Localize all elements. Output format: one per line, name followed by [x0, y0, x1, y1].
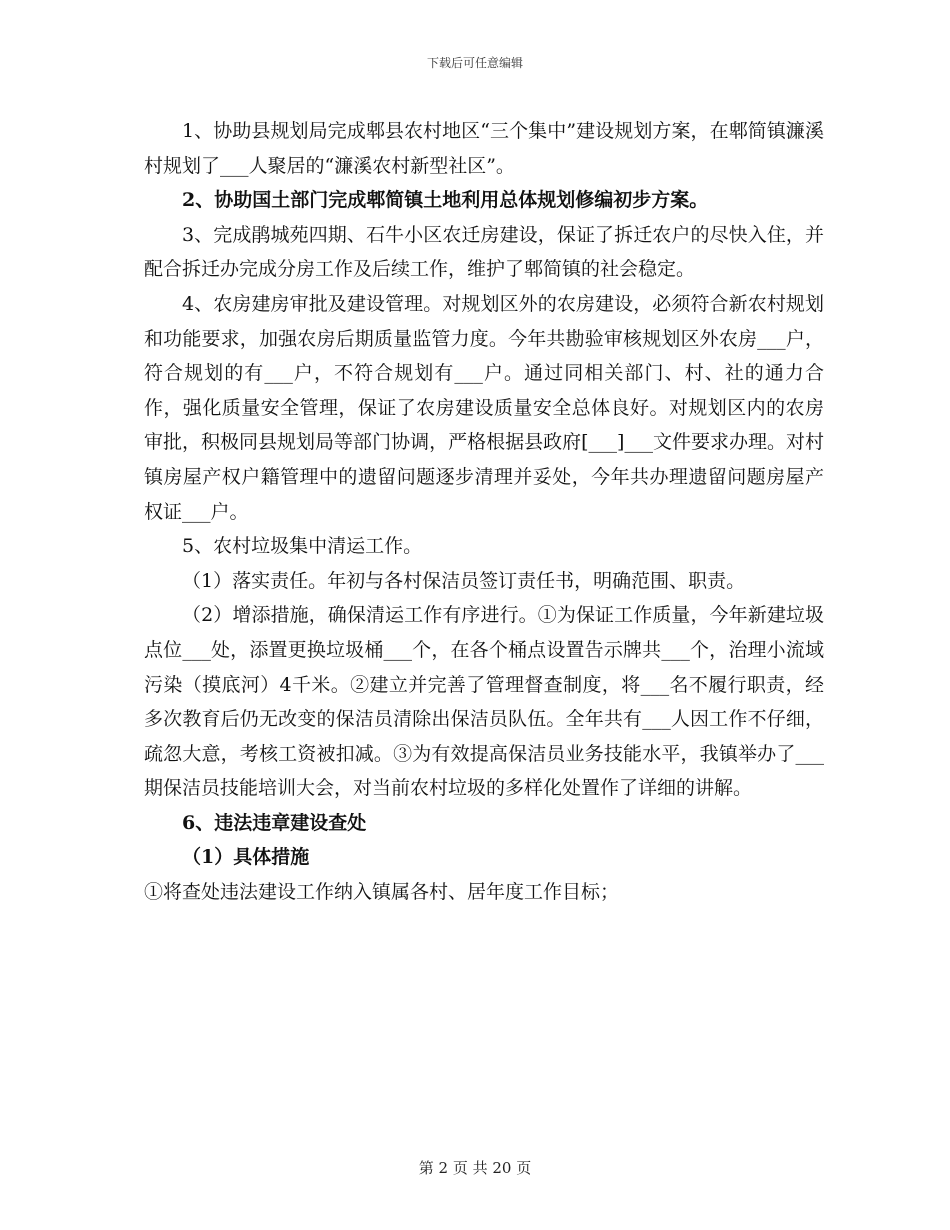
paragraph-3: 3、完成鹃城苑四期、石牛小区农迁房建设，保证了拆迁农户的尽快入住，并配合拆迁办完成分房工作及后续工作，维护了郫简镇的社会稳定。	[144, 223, 824, 281]
paragraph-10: ①将查处违法建设工作纳入镇属各村、居年度工作目标；	[144, 881, 620, 904]
paragraph-4: 4、农房建房审批及建设管理。对规划区外的农房建设，必须符合新农村规划和功能要求，加强农房后期质量监管力度。今年共勘验审核规划区外农房___户，符合规划的有___户，不符合规划有___户。通过同相关部门、村、社的通力合作，强化质量安全管理，保证了农房建设质量安全总体良好。对规划区内的农房审批，积极同县规划局等部门协调，严格根据县政府[___]___文件要求办理。对村镇房屋产权户籍管理中的遗留问题逐步清理并妥处，今年共办理遗留问题房屋产权证___户。	[144, 292, 824, 523]
page-footer: 第 2 页 共 20 页	[418, 1159, 532, 1177]
section-heading-6: 6、违法违章建设查处	[182, 811, 367, 834]
paragraph-6: （1）落实责任。年初与各村保洁员签订责任书，明确范围、职责。	[182, 569, 746, 592]
paragraph-2-heading: 2、协助国土部门完成郫简镇土地利用总体规划修编初步方案。	[182, 189, 709, 212]
paragraph-1: 1、协助县规划局完成郫县农村地区“三个集中”建设规划方案，在郫简镇濂溪村规划了___人聚居的“濂溪农村新型社区”。	[144, 120, 824, 177]
paragraph-7: （2）增添措施，确保清运工作有序进行。①为保证工作质量，今年新建垃圾点位___处，添置更换垃圾桶___个，在各个桶点设置告示牌共___个，治理小流域污染（摸底河）4千米。②建立并完善了管理督查制度，将___名不履行职责，经多次教育后仍无改变的保洁员清除出保洁员队伍。全年共有___人因工作不仔细，疏忽大意，考核工资被扣减。③为有效提高保洁员业务技能水平，我镇举办了___期保洁员技能培训大会，对当前农村垃圾的多样化处置作了详细的讲解。	[144, 604, 824, 800]
page-header: 下载后可任意编辑	[426, 56, 523, 70]
subsection-heading-measures: （1）具体措施	[182, 846, 310, 869]
document-body	[144, 114, 824, 910]
paragraph-5: 5、农村垃圾集中清运工作。	[182, 535, 423, 558]
